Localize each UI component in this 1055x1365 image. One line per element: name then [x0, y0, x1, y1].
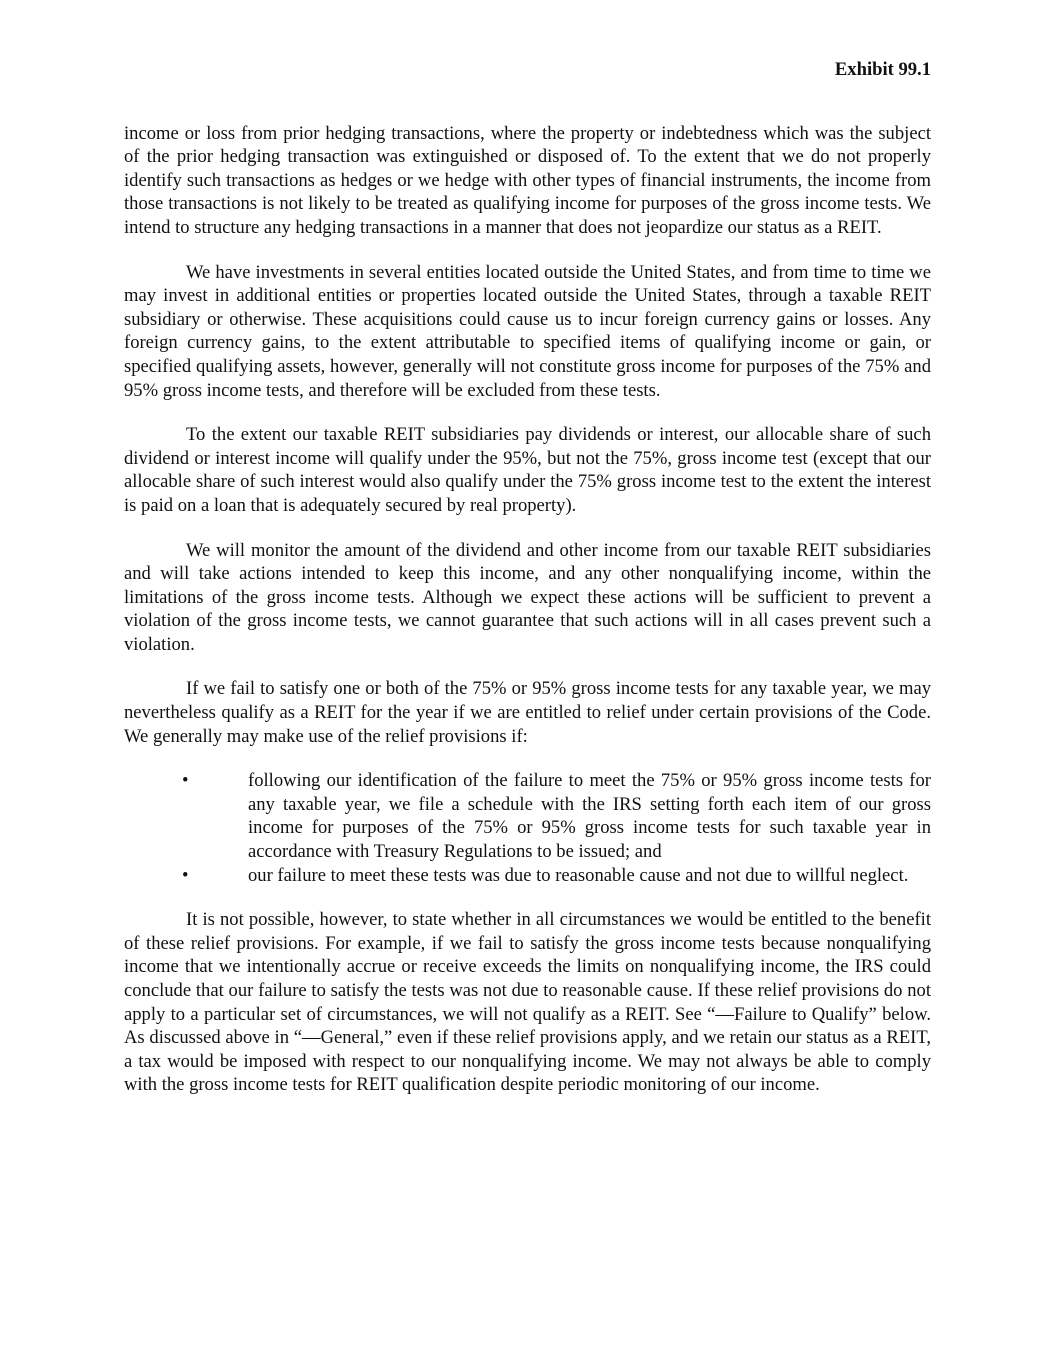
bullet-icon: •: [182, 864, 189, 886]
exhibit-label: Exhibit 99.1: [834, 59, 931, 80]
paragraph-trs-dividends: To the extent our taxable REIT subsidiaries pay dividends or interest, our allocable share of such dividend or interest income will qualify under the 95%, but not the 75%, gross income test (except that our allocable share of such interest would also qualify under the 75% gross income test to the extent the interest is paid on a loan that is adequately secured by real property).: [124, 424, 931, 516]
list-item-text: following our identification of the failure to meet the 75% or 95% gross income tests for any taxable year, we file a schedule with the IRS setting forth each item of our gross income for purposes of the 75% or 95% gross income tests for such taxable year in accordance with Treasury Regulations to be issued; and: [248, 770, 931, 863]
bullet-icon: •: [182, 770, 189, 792]
paragraph-monitoring: We will monitor the amount of the dividend and other income from our taxable REIT subsidiaries and will take actions intended to keep this income, and any other nonqualifying income, within the limitations of the gross income tests. Although we expect these actions will be sufficient to prevent a violation of the gross income tests, we cannot guarantee that such actions will in all cases prevent such a violation.: [124, 539, 931, 655]
paragraph-hedging-continued: income or loss from prior hedging transactions, where the property or indebtedness which was the subject of the prior hedging transaction was extinguished or disposed of. To the extent that we do not properly identify such transactions as hedges or we hedge with other types of financial instruments, the income from those transactions is not likely to be treated as qualifying income for purposes of the gross income tests. We intend to structure any hedging transactions in a manner that does not jeopardize our status as a REIT.: [124, 122, 931, 238]
document-page: [124, 58, 931, 1118]
paragraph-closing: It is not possible, however, to state whether in all circumstances we would be entitled to the benefit of these relief provisions. For example, if we fail to satisfy the gross income tests because nonqualifying income that we intentionally accrue or receive exceeds the limits on nonqualifying income, the IRS could conclude that our failure to satisfy the tests was not due to reasonable cause. If these relief provisions do not apply to a particular set of circumstances, we will not qualify as a REIT. See “—Failure to Qualify” below. As discussed above in “—General,” even if these relief provisions apply, and we retain our status as a REIT, a tax would be imposed with respect to our nonqualifying income. We may not always be able to comply with the gross income tests for REIT qualification despite periodic monitoring of our income.: [124, 909, 931, 1096]
relief-conditions-list: [124, 769, 931, 887]
list-item-text: our failure to meet these tests was due to reasonable cause and not due to willful neglect.: [248, 864, 909, 886]
paragraph-foreign-currency: We have investments in several entities located outside the United States, and from time to time we may invest in additional entities or properties located outside the United States, through a taxable REIT subsidiary or otherwise. These acquisitions could cause us to incur foreign currency gains or losses. Any foreign currency gains, to the extent attributable to specified items of qualifying income or gain, or specified qualifying assets, however, generally will not constitute gross income for purposes of the 75% and 95% gross income tests, and therefore will be excluded from these tests.: [124, 261, 931, 401]
list-item: [124, 769, 931, 863]
paragraph-relief-provisions: If we fail to satisfy one or both of the 75% or 95% gross income tests for any taxable year, we may nevertheless qualify as a REIT for the year if we are entitled to relief under certain provisions of the Code. We generally may make use of the relief provisions if:: [124, 678, 931, 747]
list-item: [124, 864, 931, 888]
